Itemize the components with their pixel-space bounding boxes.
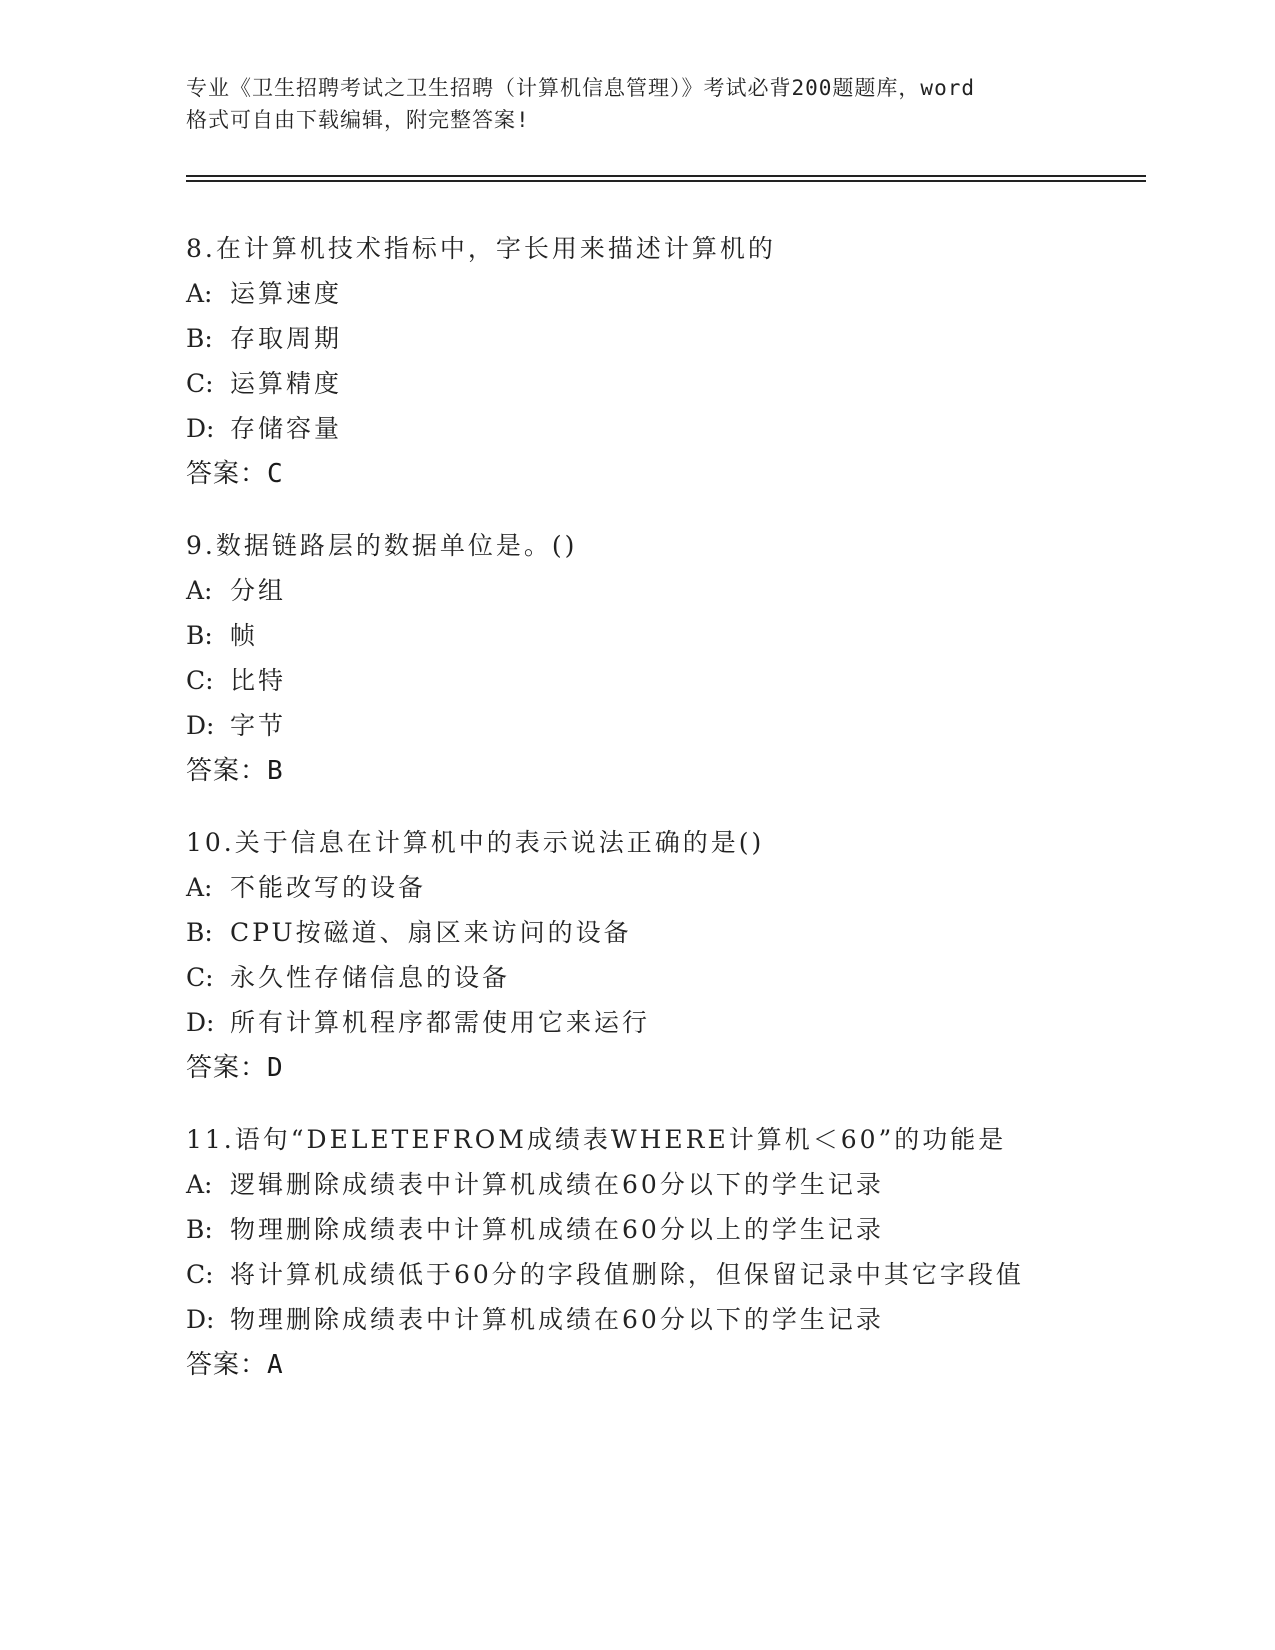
question-stem: 9.数据链路层的数据单位是。() bbox=[186, 531, 578, 560]
option-text: 物理删除成绩表中计算机成绩在60分以上的学生记录 bbox=[230, 1215, 884, 1244]
option-b bbox=[186, 316, 1146, 361]
option-label: A: bbox=[186, 873, 213, 902]
option-b bbox=[186, 613, 1146, 658]
option-label: A: bbox=[186, 1170, 213, 1199]
option-d bbox=[186, 406, 1146, 451]
answer-label: 答案： bbox=[186, 1053, 268, 1083]
option-c bbox=[186, 361, 1146, 406]
answer-line bbox=[186, 1045, 1146, 1091]
answer-value: C bbox=[267, 459, 284, 489]
option-label: D: bbox=[186, 1008, 215, 1037]
option-text: 不能改写的设备 bbox=[230, 873, 427, 902]
option-c bbox=[186, 658, 1146, 703]
option-d bbox=[186, 703, 1146, 748]
question-item bbox=[186, 1117, 1146, 1388]
option-label: A: bbox=[186, 576, 213, 605]
question-list bbox=[186, 226, 1146, 1388]
option-a bbox=[186, 865, 1146, 910]
answer-label: 答案： bbox=[186, 756, 268, 786]
option-c bbox=[186, 1252, 1146, 1297]
option-label: C: bbox=[186, 1260, 214, 1289]
option-c bbox=[186, 955, 1146, 1000]
option-label: B: bbox=[186, 621, 213, 650]
option-text: 所有计算机程序都需使用它来运行 bbox=[230, 1008, 651, 1037]
option-label: C: bbox=[186, 666, 214, 695]
option-d bbox=[186, 1297, 1146, 1342]
option-label: B: bbox=[186, 918, 213, 947]
option-b bbox=[186, 1207, 1146, 1252]
header-divider-top bbox=[186, 175, 1146, 177]
answer-label: 答案： bbox=[186, 1350, 268, 1380]
option-label: B: bbox=[186, 1215, 213, 1244]
option-a bbox=[186, 568, 1146, 613]
option-label: A: bbox=[186, 279, 213, 308]
answer-value: A bbox=[267, 1350, 284, 1380]
question-stem: 10.关于信息在计算机中的表示说法正确的是() bbox=[186, 828, 765, 857]
option-text: 存储容量 bbox=[230, 414, 343, 443]
answer-line bbox=[186, 1342, 1146, 1388]
option-text: 物理删除成绩表中计算机成绩在60分以下的学生记录 bbox=[230, 1305, 884, 1334]
question-stem: 11.语句“DELETEFROM成绩表WHERE计算机＜60”的功能是 bbox=[186, 1125, 1007, 1154]
document-header bbox=[186, 72, 1096, 136]
option-b bbox=[186, 910, 1146, 955]
question-item bbox=[186, 523, 1146, 794]
option-a bbox=[186, 271, 1146, 316]
option-text: CPU按磁道、扇区来访问的设备 bbox=[230, 918, 632, 947]
option-label: D: bbox=[186, 1305, 215, 1334]
option-text: 逻辑删除成绩表中计算机成绩在60分以下的学生记录 bbox=[230, 1170, 884, 1199]
answer-line bbox=[186, 451, 1146, 497]
option-text: 分组 bbox=[230, 576, 287, 605]
answer-value: B bbox=[267, 756, 284, 786]
option-label: D: bbox=[186, 414, 215, 443]
option-d bbox=[186, 1000, 1146, 1045]
option-text: 比特 bbox=[230, 666, 287, 695]
option-text: 帧 bbox=[230, 621, 259, 650]
option-text: 运算速度 bbox=[230, 279, 343, 308]
option-text: 永久性存储信息的设备 bbox=[230, 963, 511, 992]
question-item bbox=[186, 226, 1146, 497]
option-text: 将计算机成绩低于60分的字段值删除，但保留记录中其它字段值 bbox=[230, 1260, 1024, 1289]
option-a bbox=[186, 1162, 1146, 1207]
answer-value: D bbox=[267, 1053, 284, 1083]
option-label: C: bbox=[186, 963, 214, 992]
option-label: B: bbox=[186, 324, 213, 353]
option-text: 运算精度 bbox=[230, 369, 343, 398]
answer-line bbox=[186, 748, 1146, 794]
option-label: C: bbox=[186, 369, 214, 398]
option-text: 存取周期 bbox=[230, 324, 343, 353]
answer-label: 答案： bbox=[186, 459, 268, 489]
option-label: D: bbox=[186, 711, 215, 740]
header-line-2: 格式可自由下载编辑，附完整答案! bbox=[186, 108, 530, 132]
header-line-1: 专业《卫生招聘考试之卫生招聘（计算机信息管理）》考试必背200题题库，word bbox=[186, 76, 975, 100]
question-stem: 8.在计算机技术指标中，字长用来描述计算机的 bbox=[186, 234, 776, 263]
option-text: 字节 bbox=[230, 711, 287, 740]
header-divider-bottom bbox=[186, 180, 1146, 182]
question-item bbox=[186, 820, 1146, 1091]
